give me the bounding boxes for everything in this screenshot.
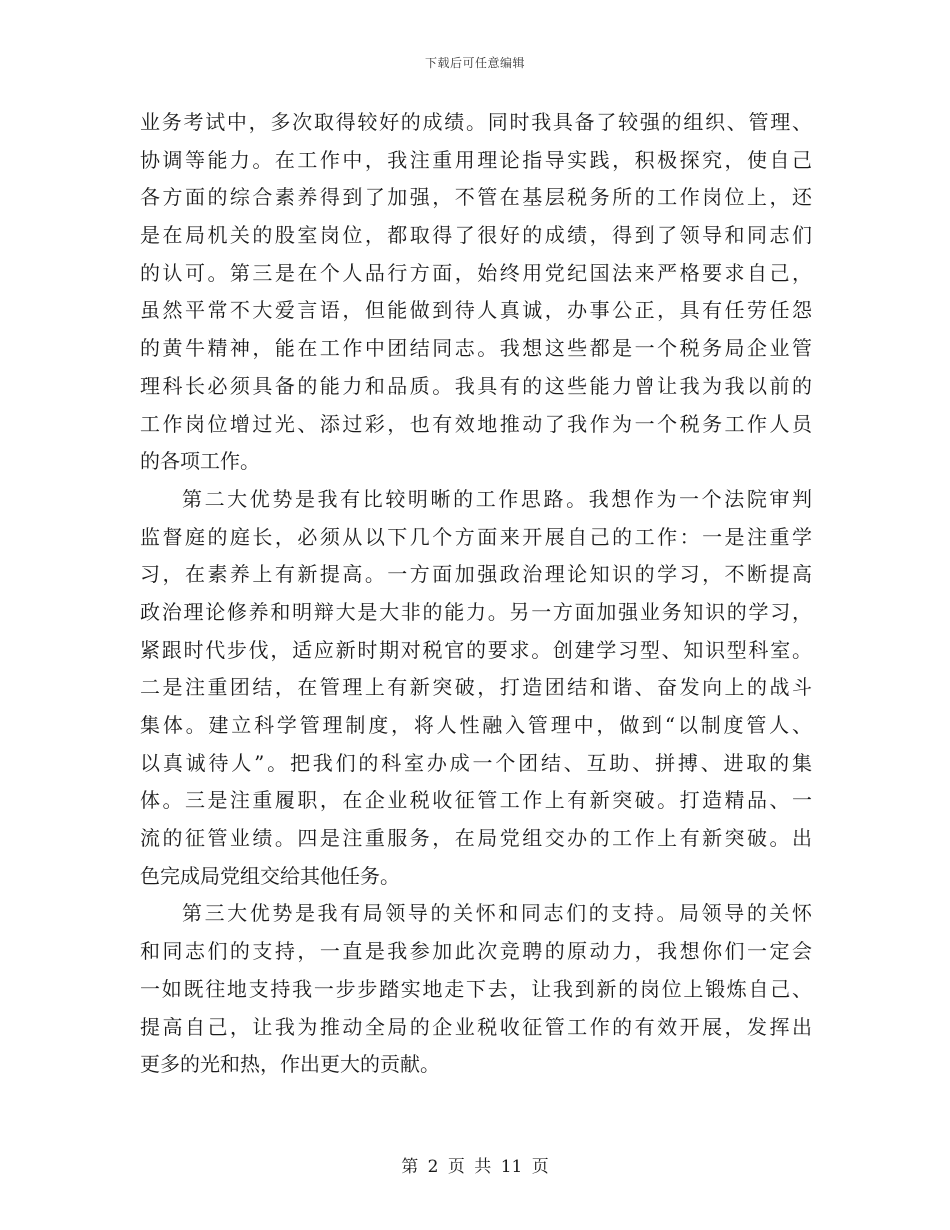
text-line: 更多的光和热，作出更大的贡献。 [140,1052,440,1077]
text-line: 各方面的综合素养得到了加强，不管在基层税务所的工作岗位上，还 [140,185,812,210]
text-line: 习，在素养上有新提高。一方面加强政治理论知识的学习，不断提高 [140,562,812,587]
text-line: 第二大优势是我有比较明晰的工作思路。我想作为一个法院审判 [182,486,812,511]
text-line: 工作岗位增过光、添过彩，也有效地推动了我作为一个税务工作人员 [140,411,812,436]
text-line: 监督庭的庭长，必须从以下几个方面来开展自己的工作：一是注重学 [140,524,812,549]
document-body [140,104,812,1084]
text-line: 色完成局党组交给其他任务。 [140,863,400,888]
page-footer: 第 2 页 共 11 页 [401,1157,549,1177]
text-line: 流的征管业绩。四是注重服务，在局党组交办的工作上有新突破。出 [140,826,812,851]
text-line: 和同志们的支持，一直是我参加此次竞聘的原动力，我想你们一定会 [140,939,812,964]
text-line: 的认可。第三是在个人品行方面，始终用党纪国法来严格要求自己， [140,260,812,285]
page-header: 下载后可任意编辑 [424,56,525,70]
text-line: 以真诚待人”。把我们的科室办成一个团结、互助、拼搏、进取的集 [140,750,812,775]
text-line: 政治理论修养和明辩大是大非的能力。另一方面加强业务知识的学习， [140,599,812,624]
text-line: 协调等能力。在工作中，我注重用理论指导实践，积极探究，使自己 [140,147,812,172]
text-line: 集体。建立科学管理制度，将人性融入管理中，做到“以制度管人、 [140,713,812,737]
text-line: 虽然平常不大爱言语，但能做到待人真诚，办事公正，具有任劳任怨 [140,298,812,323]
text-line: 是在局机关的股室岗位，都取得了很好的成绩，得到了领导和同志们 [140,223,812,248]
text-line: 体。三是注重履职，在企业税收征管工作上有新突破。打造精品、一 [140,788,812,813]
text-line: 提高自己，让我为推动全局的企业税收征管工作的有效开展，发挥出 [140,1014,812,1039]
text-line: 二是注重团结，在管理上有新突破，打造团结和谐、奋发向上的战斗 [140,675,812,700]
text-line: 理科长必须具备的能力和品质。我具有的这些能力曾让我为我以前的 [140,373,812,398]
text-line: 的黄牛精神，能在工作中团结同志。我想这些都是一个税务局企业管 [140,336,812,361]
text-line: 紧跟时代步伐，适应新时期对税官的要求。创建学习型、知识型科室。 [140,637,812,662]
text-line: 业务考试中，多次取得较好的成绩。同时我具备了较强的组织、管理、 [140,110,812,134]
text-line: 一如既往地支持我一步步踏实地走下去，让我到新的岗位上锻炼自己、 [140,976,812,1001]
text-line: 第三大优势是我有局领导的关怀和同志们的支持。局领导的关怀 [182,901,812,926]
text-line: 的各项工作。 [140,449,260,474]
